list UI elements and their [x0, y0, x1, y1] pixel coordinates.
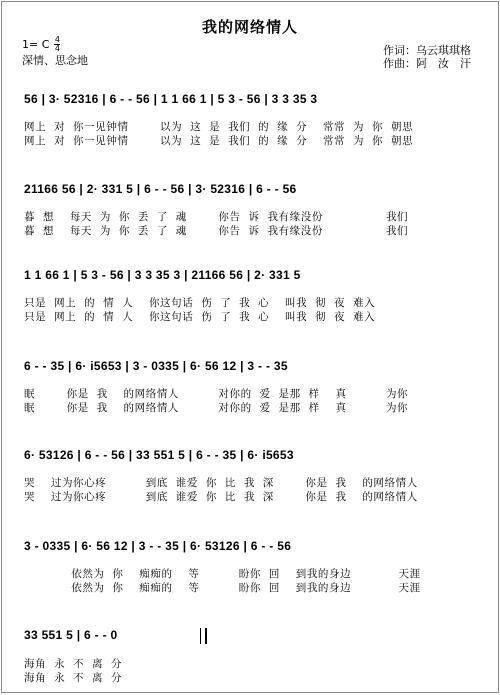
lyric-row-6-verse-2: 依然为 你 痴痴的 等 盼你 回 到我的身边 天涯	[24, 582, 421, 594]
song-title: 我的网络情人	[201, 18, 298, 36]
lyric-row-4-verse-1: 眠 你是 我 的网络情人 对你的 爱 是那 样 真 为你	[24, 388, 409, 400]
lyric-row-1-verse-1: 网上 对 你一见钟情 以为 这 是 我们 的 缘 分 常常 为 你 朝思	[24, 121, 414, 133]
lyric-row-1-verse-2: 网上 对 你一见钟情 以为 这 是 我们 的 缘 分 常常 为 你 朝思	[24, 135, 414, 147]
lyric-row-2-verse-1: 暮 想 每天 为 你 丢 了 魂 你告 诉 我有缘没份 我们	[24, 211, 409, 223]
lyric-row-6-verse-1: 依然为 你 痴痴的 等 盼你 回 到我的身边 天涯	[24, 568, 421, 580]
key-signature	[22, 36, 60, 53]
lyric-row-2-verse-2: 暮 想 每天 为 你 丢 了 魂 你告 诉 我有缘没份 我们	[24, 225, 409, 237]
lyric-row-5-verse-1: 哭 过为你心疼 到底 谁爱 你 比 我 深 你是 我 的网络情人	[24, 477, 418, 489]
notation-row-6: 3 - 0335 | 6· 56 12 | 3 - - 35 | 6· 53126 | 6 - - 56	[24, 539, 292, 553]
lyricist-credit: 作词：乌云琪琪格	[383, 44, 471, 57]
lyric-row-5-verse-2: 哭 过为你心疼 到底 谁爱 你 比 我 深 你是 我 的网络情人	[24, 491, 418, 503]
notation-row-2: 21166 56 | 2· 331 5 | 6 - - 56 | 3· 52316 | 6 - - 56	[24, 182, 297, 196]
final-barline	[200, 628, 207, 644]
notation-row-5: 6· 53126 | 6 - - 56 | 33 551 5 | 6 - - 35 | 6· i5653	[24, 448, 294, 462]
lyric-row-7-verse-2: 海角 永 不 离 分	[24, 672, 123, 684]
sheet-music-page	[1, 1, 499, 693]
lyric-row-7-verse-1: 海角 永 不 离 分	[24, 658, 123, 670]
lyric-row-3-verse-1: 只是 网上 的 情 人 你这句话 伤 了 我 心 叫我 彻 夜 难入	[24, 297, 376, 309]
notation-row-1: 56 | 3· 52316 | 6 - - 56 | 1 1 66 1 | 5 3 - 56 | 3 3 35 3	[24, 92, 318, 106]
key-label: 1= C	[22, 38, 50, 51]
notation-row-7: 33 551 5 | 6 - - 0	[24, 628, 118, 642]
mood-marking: 深情、思念地	[22, 54, 88, 67]
time-signature	[54, 36, 60, 53]
composer-credit: 作曲：阿 汝 汗	[383, 57, 471, 70]
lyric-row-3-verse-2: 只是 网上 的 情 人 你这句话 伤 了 我 心 叫我 彻 夜 难入	[24, 311, 376, 323]
time-numerator: 4	[54, 35, 60, 44]
time-denominator: 4	[54, 44, 60, 53]
lyric-row-4-verse-2: 眠 你是 我 的网络情人 对你的 爱 是那 样 真 为你	[24, 402, 409, 414]
notation-row-3: 1 1 66 1 | 5 3 - 56 | 3 3 35 3 | 21166 56 | 2· 331 5	[24, 268, 301, 282]
notation-row-4: 6 - - 35 | 6· i5653 | 3 - 0335 | 6· 56 12 | 3 - - 35	[24, 359, 288, 373]
